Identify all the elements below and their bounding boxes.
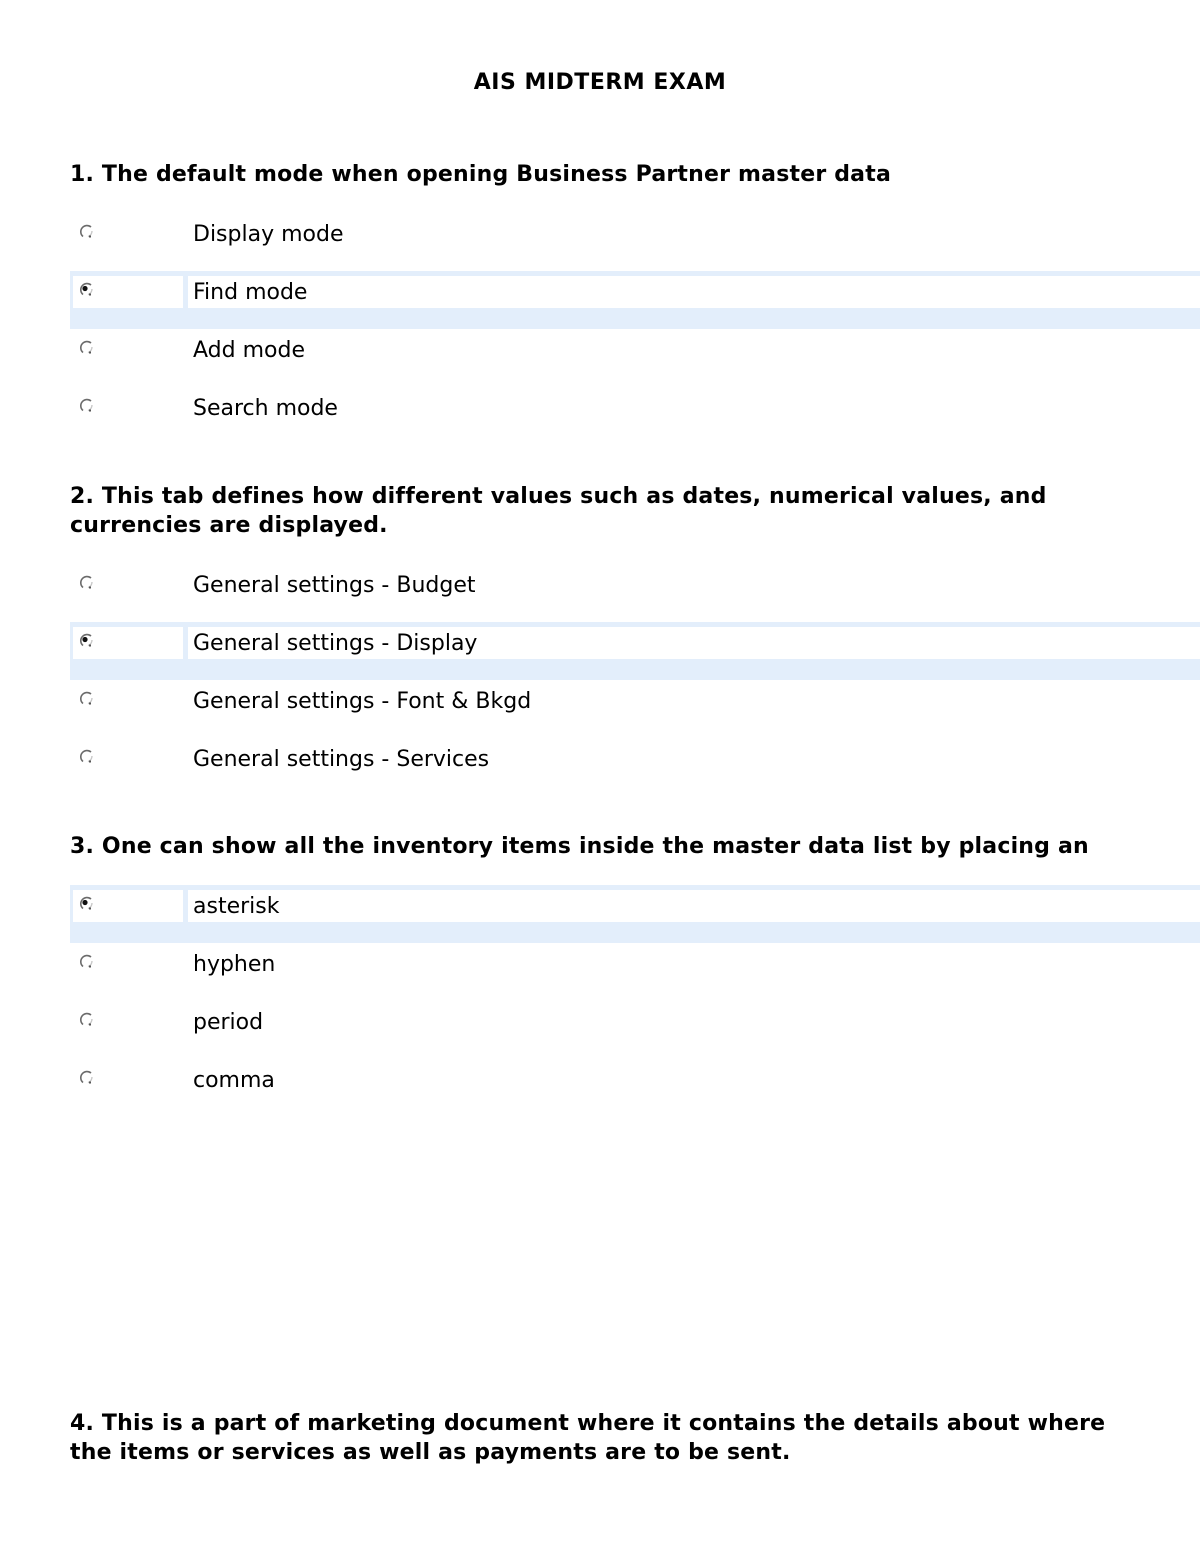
option-label: Search mode <box>193 396 338 421</box>
option-general-settings-display[interactable] <box>70 622 1200 680</box>
question-3 <box>70 832 1130 1117</box>
question-3-options <box>70 885 1130 1117</box>
option-label: comma <box>193 1068 275 1093</box>
question-1-text: 1. The default mode when opening Business Partner master data <box>70 162 891 187</box>
radio-unselected-icon[interactable] <box>78 953 92 967</box>
option-hyphen[interactable] <box>70 943 1200 1001</box>
question-4 <box>70 1409 1130 1467</box>
radio-selected-icon[interactable] <box>78 632 92 646</box>
question-1 <box>70 160 1130 445</box>
radio-unselected-icon[interactable] <box>78 690 92 704</box>
option-label: General settings - Services <box>193 747 490 772</box>
radio-unselected-icon[interactable] <box>78 1069 92 1083</box>
option-comma[interactable] <box>70 1059 1200 1117</box>
option-general-settings-font-bkgd[interactable] <box>70 680 1200 738</box>
exam-title: AIS MIDTERM EXAM <box>473 70 727 95</box>
option-general-settings-services[interactable] <box>70 738 1200 796</box>
option-label: period <box>193 1010 264 1035</box>
option-label: Add mode <box>193 338 305 363</box>
question-4-text: 4. This is a part of marketing document where it contains the details about where the items or services as well as payments are to be sent. <box>70 1411 1106 1465</box>
radio-unselected-icon[interactable] <box>78 339 92 353</box>
radio-unselected-icon[interactable] <box>78 1011 92 1025</box>
question-1-options <box>70 213 1130 445</box>
option-label: General settings - Budget <box>193 573 476 598</box>
question-3-text: 3. One can show all the inventory items inside the master data list by placing an <box>70 834 1089 859</box>
option-label: General settings - Display <box>193 631 478 656</box>
option-display-mode[interactable] <box>70 213 1200 271</box>
option-search-mode[interactable] <box>70 387 1200 445</box>
option-label: General settings - Font & Bkgd <box>193 689 532 714</box>
radio-unselected-icon[interactable] <box>78 748 92 762</box>
option-label: hyphen <box>193 952 276 977</box>
option-asterisk[interactable] <box>70 885 1200 943</box>
radio-selected-icon[interactable] <box>78 281 92 295</box>
radio-unselected-icon[interactable] <box>78 397 92 411</box>
option-label: Display mode <box>193 222 344 247</box>
option-label: Find mode <box>193 280 308 305</box>
question-2-text: 2. This tab defines how different values such as dates, numerical values, and currencies are displayed. <box>70 484 1047 538</box>
option-general-settings-budget[interactable] <box>70 564 1200 622</box>
radio-unselected-icon[interactable] <box>78 574 92 588</box>
option-add-mode[interactable] <box>70 329 1200 387</box>
radio-unselected-icon[interactable] <box>78 223 92 237</box>
option-period[interactable] <box>70 1001 1200 1059</box>
radio-selected-icon[interactable] <box>78 895 92 909</box>
option-find-mode[interactable] <box>70 271 1200 329</box>
option-label: asterisk <box>193 894 280 919</box>
question-2 <box>70 482 1130 796</box>
question-2-options <box>70 564 1130 796</box>
